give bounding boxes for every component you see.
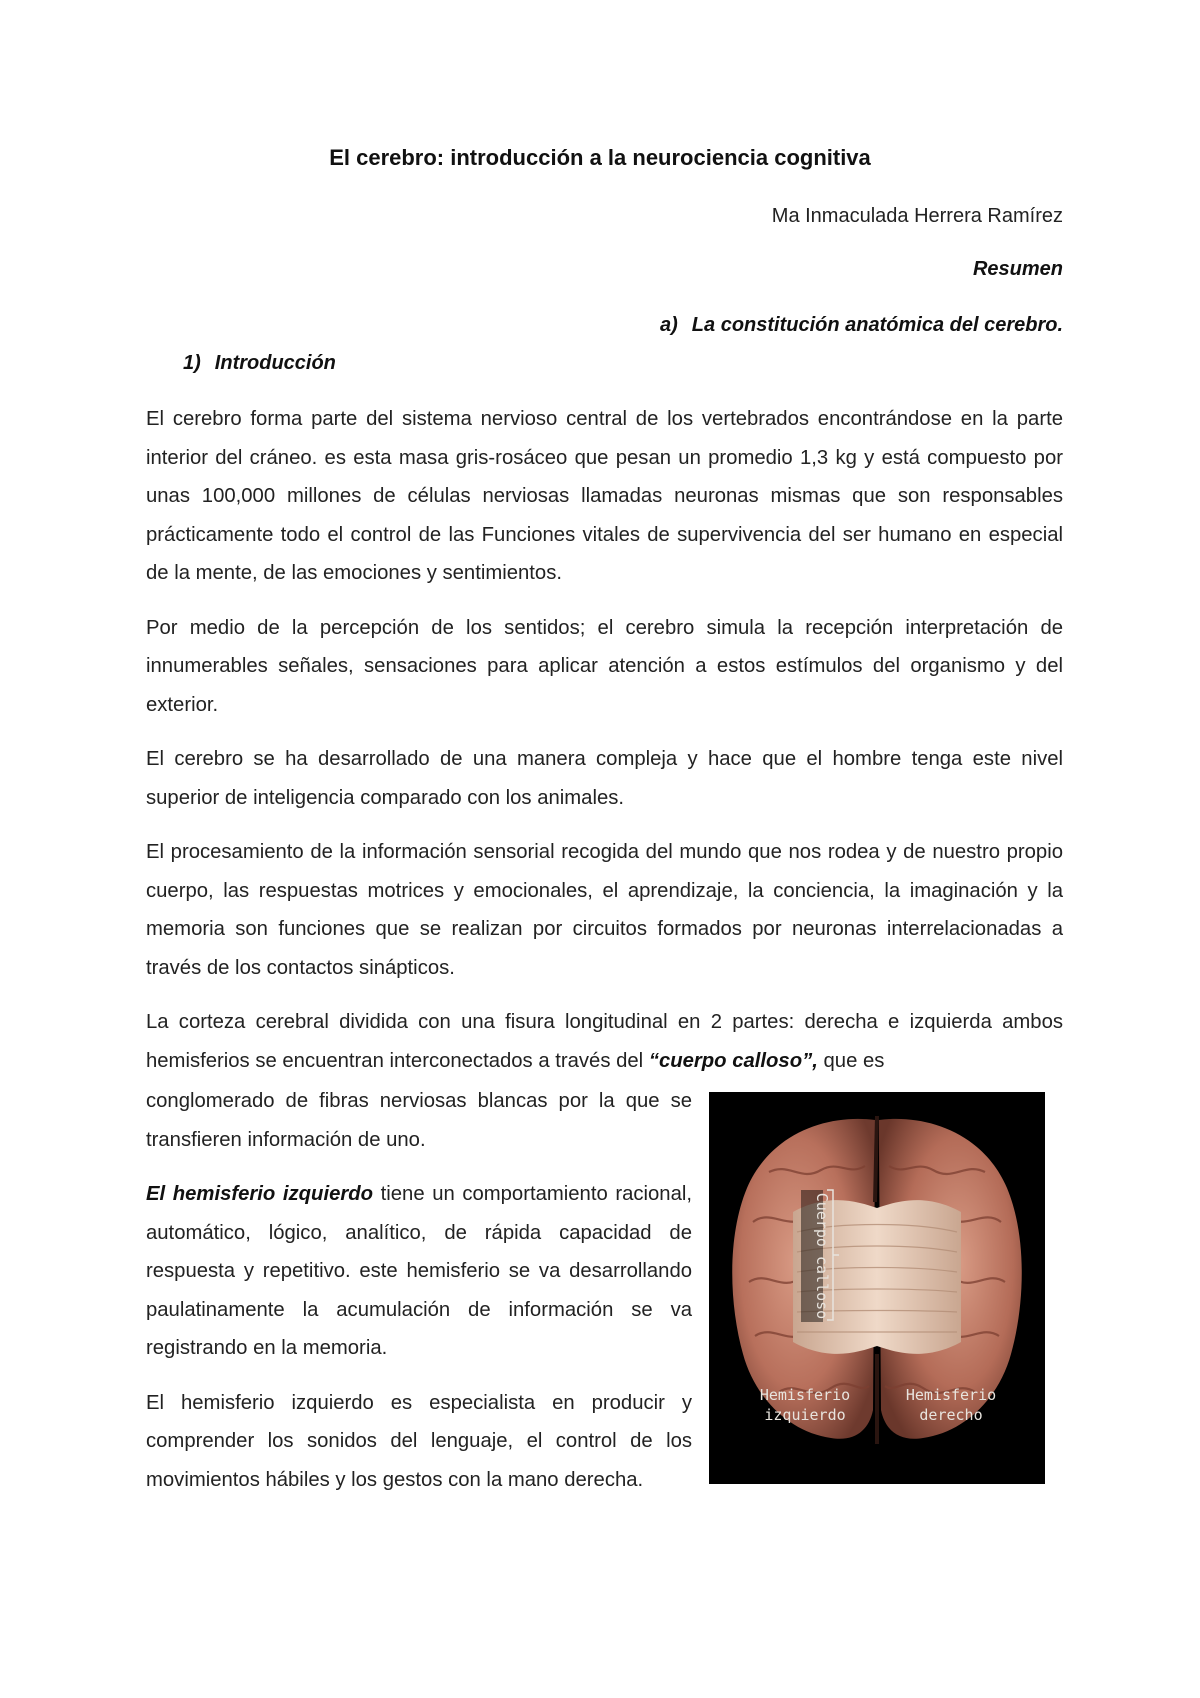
section-1-text: Introducción (214, 352, 336, 374)
section-1-marker: 1) (183, 352, 201, 374)
paragraph-4: El procesamiento de la información sensorial recogida del mundo que nos rodea y de nuestro propio cuerpo, las respuestas motrices y emocionales, el aprendizaje, la conciencia, la imaginación y la memoria son funciones que se realizan por circuitos formados por neuronas interrelacionadas a través de los contactos sinápticos. (146, 841, 1063, 979)
author-name: Ma Inmaculada Herrera Ramírez (771, 205, 1063, 227)
paragraph-corteza (146, 1003, 1063, 1080)
paragraph-hemisferio-izquierdo (146, 1175, 692, 1368)
label-cuerpo-calloso: Cuerpo calloso (813, 1192, 831, 1320)
corteza-after: que es (817, 1049, 885, 1072)
paragraph-2: Por medio de la percepción de los sentidos; el cerebro simula la recepción interpretación de innumerables señales, sensaciones para aplicar atención a estos estímulos del organismo y del exterior. (146, 616, 1063, 716)
section-a-marker: a) (660, 314, 678, 336)
label-hemisferio-derecho-line1: Hemisferio (905, 1386, 997, 1404)
label-hemisferio-izquierdo-line2: izquierdo (764, 1406, 846, 1424)
corteza-text: La corteza cerebral dividida con una fisura longitudinal en 2 partes: derecha e izquierda ambos hemisferios se encuentran interconectados a través del (146, 1011, 1063, 1072)
section-a-heading (660, 314, 1063, 337)
section-a-text: La constitución anatómica del cerebro. (691, 314, 1063, 336)
label-hemisferio-derecho-line2: derecho (919, 1406, 983, 1424)
section-1-heading (183, 352, 336, 375)
label-hemisferio-izquierdo-line1: Hemisferio (759, 1386, 851, 1404)
longitudinal-fissure (875, 1116, 877, 1202)
body-text-narrow (146, 1082, 692, 1515)
body-text (146, 400, 1063, 1080)
hemisferio-izquierdo-text: tiene un comportamiento racional, automático, lógico, analítico, de rápida capacidad de respuesta y repetitivo. este hemisferio se va desarrollando paulatinamente la acumulación de información se va registrando en la memoria. (146, 1183, 692, 1359)
brain-illustration (709, 1092, 1045, 1484)
document-title: El cerebro: introducción a la neurociencia cognitiva (329, 145, 871, 170)
cuerpo-calloso-emphasis: “cuerpo calloso”, (648, 1049, 818, 1072)
paragraph-corteza-continuation: conglomerado de fibras nerviosas blancas por la que se transfieren información de uno. (146, 1090, 692, 1151)
paragraph-lenguaje: El hemisferio izquierdo es especialista en producir y comprender los sonidos del lenguaje, el control de los movimientos hábiles y los gestos con la mano derecha. (146, 1391, 692, 1491)
resumen-heading: Resumen (972, 258, 1063, 280)
hemisferio-izquierdo-emphasis: El hemisferio izquierdo (146, 1183, 374, 1205)
brain-figure (709, 1092, 1045, 1484)
paragraph-3: El cerebro se ha desarrollado de una manera compleja y hace que el hombre tenga este nivel superior de inteligencia comparado con los animales. (146, 748, 1063, 809)
paragraph-1: El cerebro forma parte del sistema nervioso central de los vertebrados encontrándose en la parte interior del cráneo. es esta masa gris-rosáceo que pesan un promedio 1,3 kg y está compuesto por unas 100,000 millones de células nerviosas llamadas neuronas mismas que son responsables prácticamente todo el control de las Funciones vitales de supervivencia del ser humano en especial de la mente, de las emociones y sentimientos. (146, 408, 1063, 584)
